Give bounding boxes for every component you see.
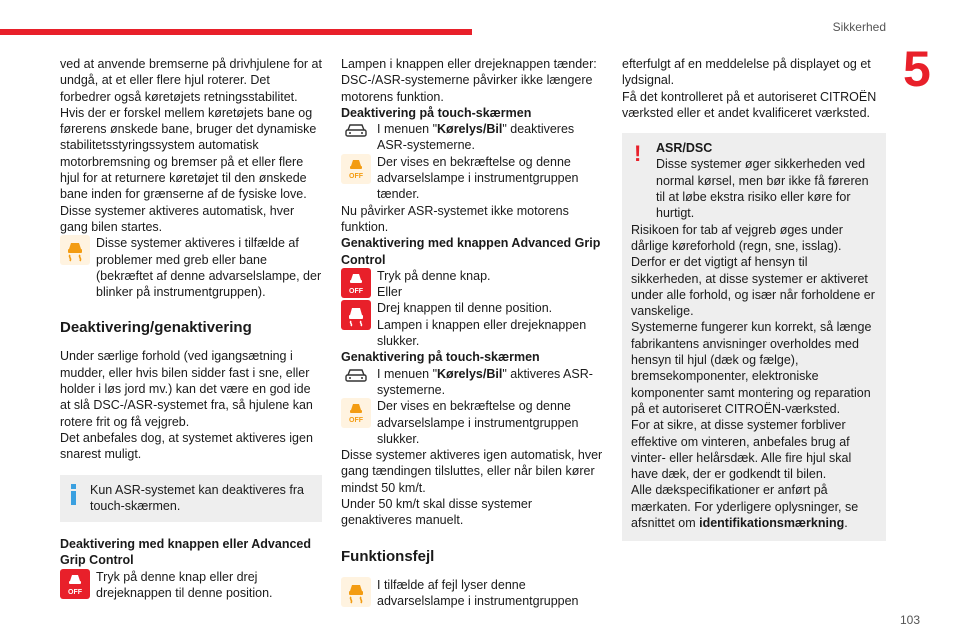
svg-text:OFF: OFF — [349, 417, 363, 425]
traction-off-lamp-icon — [341, 398, 371, 428]
section-heading: Deaktivering/genaktivering — [60, 319, 252, 337]
column-3 — [622, 56, 886, 541]
or-text: Eller — [377, 285, 403, 300]
off-label: OFF — [68, 588, 82, 596]
menu-row — [341, 121, 603, 154]
menu-text: I menuen "Kørelys/Bil" aktiveres ASR-systemerne. — [377, 366, 593, 397]
page-number: 103 — [900, 613, 921, 627]
confirm-row — [341, 398, 603, 447]
subheading: Genaktivering med knappen Advanced Grip Control — [341, 236, 601, 267]
off-button-text: Tryk på denne knap eller drej drejeknappen til denne position. — [96, 569, 273, 601]
confirm-row — [341, 154, 603, 203]
cross-reference-link: identifikationsmærkning — [699, 516, 845, 531]
menu-text: I menuen "Kørelys/Bil" deaktiveres ASR-systemerne. — [377, 122, 575, 153]
car-menu-icon — [341, 121, 371, 141]
warning-exclamation-icon: ! — [634, 141, 642, 167]
subheading: Deaktivering på touch-skærmen — [341, 105, 532, 120]
header-accent-bar — [0, 29, 472, 35]
warning-text: Systemerne fungerer kun korrekt, så længe fabrikantens anvisninger overholdes med hensyn til hjul (dæk og fælge), bremsekomponenter, elektroniske komponenter samt montering og reparation på et autoriseret CITROËN-værksted. — [631, 320, 872, 416]
info-icon — [69, 484, 79, 506]
warning-text: Disse systemer øger sikkerheden ved normal kørsel, men bør ikke få føreren til at løbe ekstra risiko eller køre for hurtigt. — [656, 157, 869, 221]
traction-warning-lamp-icon — [60, 235, 90, 265]
paragraph: efterfulgt af en meddelelse på displayet og et lydsignal. — [622, 57, 871, 88]
warning-title: ASR/DSC — [656, 141, 713, 156]
svg-text:OFF: OFF — [349, 172, 363, 180]
warning-lamp-row — [60, 235, 322, 300]
info-note — [60, 475, 322, 523]
subheading: Genaktivering på touch-skærmen — [341, 350, 540, 365]
warning-text: Risikoen for tab af vejgreb øges under dårlige køreforhold (regn, sne, isslag). Derfor er det vigtigt af hensyn til sikkerheden, at disse systemer er aktiveret under alle forhold, og især når forholdene er vanskelige. — [631, 222, 875, 319]
fault-row — [341, 577, 603, 610]
section-title: Sikkerhed — [832, 20, 886, 34]
traction-warning-lamp-icon — [341, 577, 371, 607]
svg-text:OFF: OFF — [349, 287, 363, 295]
paragraph: Lampen i knappen eller drejeknappen tænder: DSC-/ASR-systemerne påvirker ikke længere motorens funktion. — [341, 57, 597, 104]
traction-off-lamp-icon — [341, 154, 371, 184]
paragraph: Få det kontrolleret på et autoriseret CITROËN værksted eller et andet kvalificeret værksted. — [622, 89, 877, 120]
traction-off-button-icon — [60, 569, 90, 599]
info-text: Kun ASR-systemet kan deaktiveres fra touch-skærmen. — [90, 482, 304, 513]
paragraph: Hvis der er forskel mellem køretøjets bane og førerens ønskede bane, bruger det dynamiske stabilitetsstyringssystem automatisk motorbremsning og bremser på et eller flere hjul for at returnere køretøjet til den ønskede bane inden for grænserne af de fysiske love. — [60, 105, 317, 202]
warning-text: For at sikre, at disse systemer forbliver effektive om vinteren, anbefales brug af vinter- eller helårsdæk. Alle fire hjul skal have dæk, der er godkendt til bilen. — [631, 418, 852, 482]
turn-row — [341, 300, 603, 349]
section-heading: Funktionsfejl — [341, 547, 435, 565]
press-row — [341, 268, 603, 301]
warning-lamp-text: Disse systemer aktiveres i tilfælde af problemer med greb eller bane (bekræftet af denne advarselslampe, der blinker på instrumentgruppen). — [96, 236, 322, 300]
car-menu-icon — [341, 366, 371, 386]
warning-note — [622, 133, 886, 541]
paragraph: Under særlige forhold (ved igangsætning i mudder, eller hvis bilen sidder fast i sne, eller holder i løs jord mv.) kan det være en god ide at slå DSC-/ASR-systemet fra, så hjulene kan rotere frit og få vejgreb. — [60, 349, 313, 429]
turn-text: Drej knappen til denne position. Lampen i knappen eller drejeknappen slukker. — [377, 301, 587, 349]
paragraph: Det anbefales dog, at systemet aktiveres igen snarest muligt. — [60, 430, 313, 462]
warning-text: Alle dækspecifikationer er anført på mærkaten. For yderligere oplysninger, se afsnittet om identifikationsmærkning. — [631, 483, 859, 531]
column-2 — [341, 56, 603, 609]
fault-text: I tilfælde af fejl lyser denne advarselslampe i instrumentgruppen — [377, 577, 579, 608]
confirm-text: Der vises en bekræftelse og denne advarselslampe i instrumentgruppen slukker. — [377, 399, 579, 446]
paragraph: Under 50 km/t skal disse systemer genaktiveres manuelt. — [341, 497, 533, 528]
paragraph: ved at anvende bremserne på drivhjulene for at undgå, at et eller flere hjul roterer. Det forbedrer også køretøjets retningsstabilitet. — [60, 57, 322, 104]
traction-knob-icon — [341, 300, 371, 330]
traction-off-button-icon — [341, 268, 371, 298]
paragraph: Disse systemer aktiveres igen automatisk, hver gang tændingen tilsluttes, eller når bilen kører mindst 50 km/t. — [341, 448, 603, 495]
subheading: Deaktivering med knappen eller Advanced Grip Control — [60, 537, 312, 568]
confirm-text: Der vises en bekræftelse og denne advarselslampe i instrumentgruppen tænder. — [377, 154, 579, 202]
paragraph: Nu påvirker ASR-systemet ikke motorens funktion. — [341, 203, 569, 234]
off-button-row — [60, 569, 322, 602]
menu-row — [341, 366, 603, 399]
paragraph: Disse systemer aktiveres automatisk, hver gang bilen startes. — [60, 203, 295, 234]
chapter-number: 5 — [903, 41, 931, 97]
column-1 — [60, 56, 322, 601]
press-text: Tryk på denne knap. — [377, 268, 491, 283]
